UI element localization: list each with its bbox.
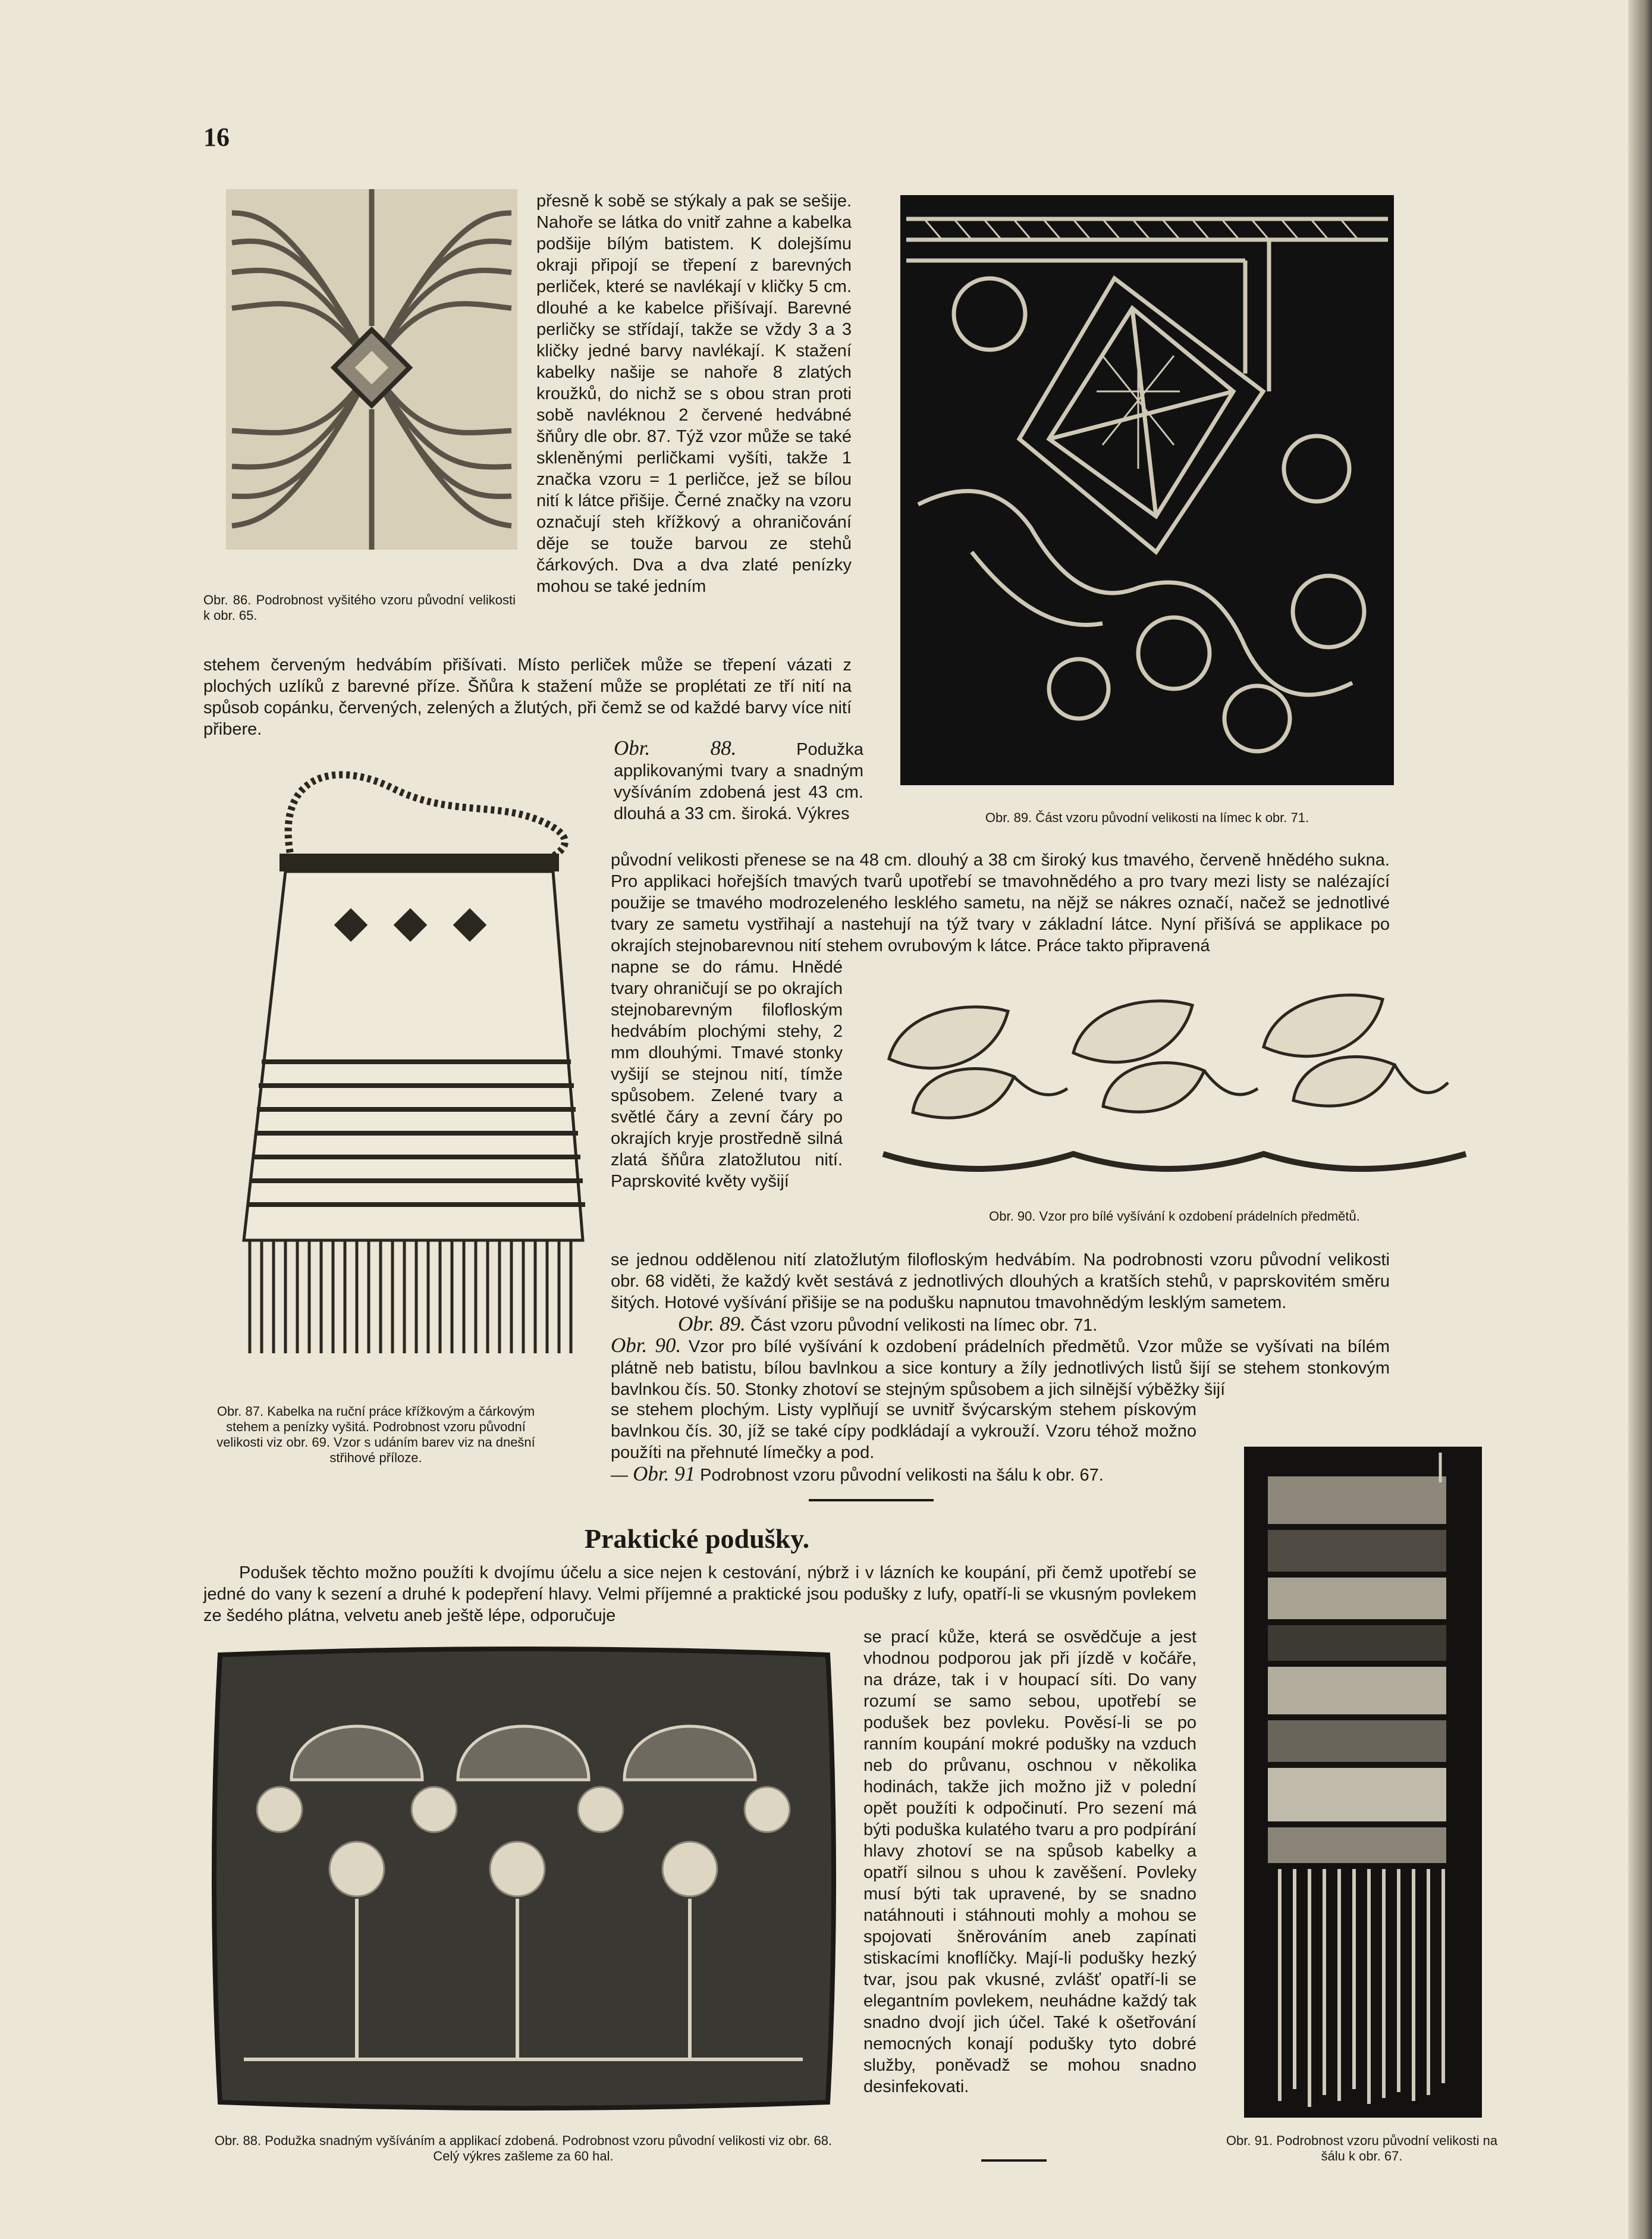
paragraph-prakticke-narrow: se prací kůže, která se osvědčuje a jest vhodnou podporou jak při jízdě v kočáře, na dráze, tak i v houpací síti. Do vany rozumí se samo sebou, upotřebí se podušek bez povleku. Pověsí-li se po ranním koupání mokré podušky na vzduch neb do průvanu, oschnou v několika hodinách, takže jich možno již v polední opět použíti k odpočinutí. Pro sezení má býti poduška kulatého tvaru a pro podpírání hlavy zhotoví se na spůsob kabelky a opatří silnou s uhou k zavěšení. Povleky musí býti tak upravené, by se snadno natáhnouti i stáhnouti mohly a mohou se spojovati šněrováním aneb zapínati stiskacími knoflíčky. Mají-li podušky hezký tvar, jsou pak vkusné, zvlášť opatří-li se elegantním povlekem, neuhádne každý tak snadno dvojí jich účel. Také k ošetřování nemocných konají podušky tyto dobré služby, poněvadž se mohou snadno desinfekovati. <box>863 1627 1196 2096</box>
paragraph-obr-88-narrow: napne se do rámu. Hnědé tvary ohraničují se po okrajích stejnobarevným filofloským hedvábím plochými stehy, 2 mm dlouhými. Tmavé stonky vyšijí se stejnou nití, tímže spůsobem. Zelené tvary a světlé čáry a zevní čáry po okrajích kryje prostředně silná zlatá šňůra zlatožlutou nití. Paprskovité květy vyšijí <box>611 958 843 1191</box>
caption-obr-86: Obr. 86. Podrobnost vyšitého vzoru původní velikosti k obr. 65. <box>203 592 516 623</box>
closing-divider <box>981 2159 1047 2162</box>
paragraph-prakticke-full: Podušek těchto možno použíti k dvojímu účelu a sice nejen k cestování, nýbrž i v lázních ke koupání, při čemž upotřebí se jedné do vany k sezení a druhé k podepření hlavy. Velmi příjemné a praktické jsou podušky z lufy, opatří-li se vkusným povlekem ze šedého plátna, velvetu aneb ještě lépe, odporučuje <box>203 1563 1196 1625</box>
section-divider <box>809 1499 934 1501</box>
figure-86-square-pattern <box>226 189 517 550</box>
paragraph-kabelka-cont: přesně k sobě se stýkaly a pak se sešije. Nahoře se látka do vnitř zahne a kabelka podšije bílým batistem. K dolejšímu okraji připojí se třepení z barevných perliček, které se navlékají v kličky 5 cm. dlouhé a ke kabelce přišívají. Barevné perličky se střídají, takže se vždy 3 a 3 kličky jedné barvy navlékají. K stažení kabelky našije se nahoře 8 zlatých kroužků, do nichž se s obou stran proti sobě navléknou 2 červené hedvábné šňůry dle obr. 87. Týž vzor může se také skleněnými perličkami vyšíti, takže 1 značka vzoru = 1 perličce, jež se bílou nití k látce přišije. Černé značky na vzoru označují steh křížkový a ohraničování děje se touže barvou ze stehů čárkových. Dva a dva zlaté penízky mohou se také jedním <box>536 192 852 596</box>
page-edge <box>1628 0 1652 2239</box>
paragraph-kabelka-full: stehem červeným hedvábím přišívati. Místo perliček může se třepení vázati z plochých uzlíků z barevné příze. Šňůra k stažení může se proplétati ze tří nití na spůsob copánku, červených, zelených a žlutých, při čemž se od každé barvy více nití přibere. <box>203 656 852 739</box>
text-obr-89: Část vzoru původní velikosti na límec obr. 71. <box>750 1316 1098 1335</box>
figure-90-leaf-border <box>877 976 1472 1202</box>
caption-obr-87: Obr. 87. Kabelka na ruční práce křížkovým a čárkovým stehem a penízky vyšitá. Podrobnost vzoru původní velikosti viz obr. 69. Vzor s udáním barev viz na dnešní střihové příloze. <box>216 1404 535 1465</box>
text-obr-90-full: Vzor pro bílé vyšívání k ozdobení prádelních předmětů. Vzor může se vyšívati na bílém plátně neb batistu, bílou bavlnkou a sice kontury a žíly jednotlivých listů šijí se stehem stonkovým bavlnkou čís. 50. Stonky zhotoví se stejným spůsobem a jich silnější výběžky šijí <box>611 1337 1390 1399</box>
text-obr-88-lead: Podužka applikovanými tvary a snadným vyšíváním zdobená jest 43 cm. dlouhá a 33 cm. široká. Výkres <box>614 740 863 823</box>
label-obr-90: Obr. 90. <box>611 1334 681 1357</box>
caption-obr-89: Obr. 89. Část vzoru původní velikosti na límec k obr. 71. <box>985 810 1309 825</box>
figure-89-lace-collar <box>900 195 1394 785</box>
paragraph-obr-88-lead <box>614 738 863 824</box>
paragraph-obr-88-end: se jednou oddělenou nití zlatožlutým filofloským hedvábím. Na podrobnosti vzoru původní velikosti obr. 68 viděti, že každý květ sestává z jednotlivých dlouhých a kratších stehů, v paprskovitém směru šitých. Hotové vyšívání přišije se na podušku napnutou tmavohnědým lesklým sametem. <box>611 1250 1390 1312</box>
paragraph-obr-90-full <box>611 1335 1390 1400</box>
paragraph-obr-91: — Obr. 91 Podrobnost vzoru původní velikosti na šálu k obr. 67. <box>611 1462 1104 1485</box>
caption-obr-91: Obr. 91. Podrobnost vzoru původní velikosti na šálu k obr. 67. <box>1226 2133 1498 2163</box>
paragraph-obr-90-narrow: se stehem plochým. Listy vyplňují se uvnitř švýcarským stehem pískovým bavlnkou čís. 30, jíž se také cípy podkládají a vykrouží. Vzoru téhož možno použíti na přehnuté límečky a pod. <box>611 1400 1196 1462</box>
section-heading: Praktické podušky. <box>584 1523 810 1554</box>
label-obr-91: Obr. 91 <box>633 1462 696 1485</box>
figure-88-cushion <box>208 1643 840 2114</box>
paragraph-obr-88-full: původní velikosti přenese se na 48 cm. dlouhý a 38 cm široký kus tmavého, červeně hnědého sukna. Pro applikaci hořejších tmavých tvarů upotřebí se tmavohnědého a pro tvary mezi listy se nalézající použije se tmavého modrozeleného lesklého sametu, na nějž se nákres označí, načež se jednotlivé tvary ze sametu vystřihají a nastehují na týž tvary v základní látce. Nyní přišívá se applikace po okrajích stejnobarevnou nití stehem ovrubovým k látce. Práce takto připravená <box>611 851 1390 955</box>
label-obr-88: Obr. 88. <box>614 736 737 760</box>
label-obr-89: Obr. 89. <box>678 1312 746 1335</box>
text-obr-91: Podrobnost vzoru původní velikosti na šálu k obr. 67. <box>700 1466 1104 1485</box>
paragraph-obr-89 <box>678 1313 1392 1336</box>
figure-91-scarf <box>1244 1447 1482 2118</box>
caption-obr-90: Obr. 90. Vzor pro bílé vyšívání k ozdobení prádelních předmětů. <box>989 1209 1360 1224</box>
page-number: 16 <box>203 123 230 152</box>
caption-obr-88: Obr. 88. Podužka snadným vyšíváním a applikací zdobená. Podrobnost vzoru původní velikosti viz obr. 68. Celý výkres zašleme za 60 hal. <box>214 2133 833 2163</box>
figure-87-handbag <box>214 764 607 1365</box>
